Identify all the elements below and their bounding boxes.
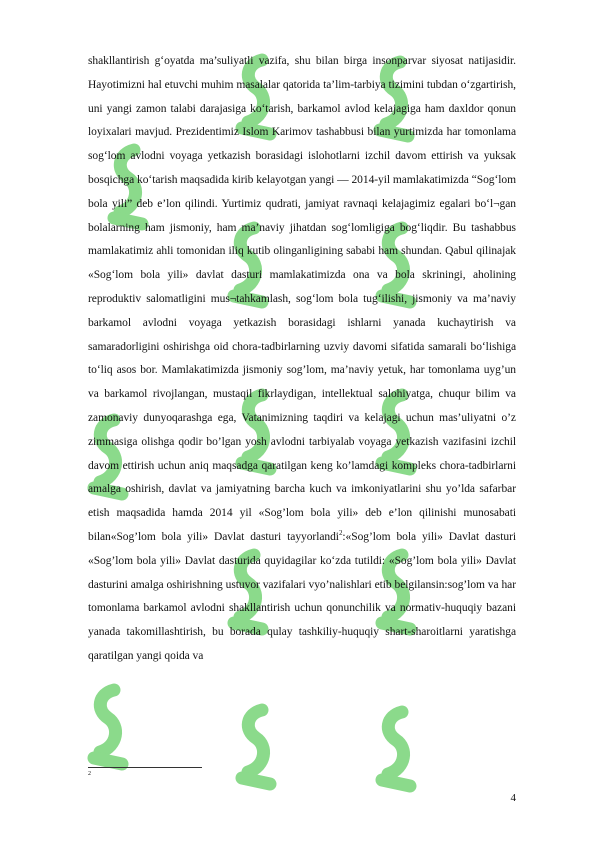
document-body [88,50,516,669]
body-paragraph [88,50,516,669]
paragraph-text-continued: :«Sog’lom bola yili» Davlat dasturi «Sog’lom bola yili» Davlat dasturida quyidagilar ko‘zda tutildi: «Sog’lom bola yili» Davlat dasturini amalga oshirishning ustuvor vazifalari vyo’nalishlari etib belgilansin:sog’lom va har tomonlama barkamol avlodni shakllantirish uchun qonunchilik va normativ-huquqiy bazani yanada takomillashtirish, bu borada qulay tashkiliy-huquqiy shart-sharoitlarni yaratishga qaratilgan yangi qoida va [88,530,516,662]
page-number: 4 [510,792,516,804]
watermark-logo-icon [94,690,122,764]
footnote-reference[interactable]: 2 [338,529,343,538]
footnote-separator [88,767,202,768]
paragraph-text: shakllantirish g‘oyatda ma’suliyatli vazifa, shu bilan birga insonparvar siyosat natijasidir. Hayotimizni hal etuvchi muhim masalalar qatorida ta’lim-tarbiya tizimini tubdan o‘zgartirish, uni yangi zamon talabi darajasiga ko‘tarish, barkamol avlod kelajagiga ham daxldor qonun loyixalari mavjud. Prezidentimiz Islom Karimov tashabbusi bilan yurtimizda har tomonlama sog‘lom avlodni voyaga yetkazish borasidagi islohotlarni izchil davom ettirish va yuksak bosqichga ko‘tarish maqsadida kirib kelayotgan yangi — 2014-yil mamlakatimizda “Sog‘lom bola yili” deb e’lon qilindi. Yurtimiz qudrati, jamiyat ravnaqi kelajagimiz egalari bo‘l¬gan bolalarning ham jismoniy, ham ma’naviy jihatdan sog‘lomligiga bog‘liqdir. Bu tashabbus mamlakatimiz ahli tomonidan iliq kutib olinganligining sababi ham shundan. Qabul qilinajak «Sog‘lom bola yili» davlat dasturi mamlakatimizda ona va bola skriningi, aholining reproduktiv salomatligini mus¬tahkamlash, sog‘lom bola tug‘ilishi, jismoniy va ma’naviy barkamol avlodni voyaga yetkazish borasidagi ishlarni yanada kuchaytirish va samaradorligini oshirishga oid chora-tadbirlarning uzviy davomi sifatida samarali bo‘lishiga to‘liq asos bor. Mamlakatimizda jismoniy sog’lom, ma’naviy yetuk, har tomonlama uyg’un va barkamol rivojlangan, mustaqil fikrlaydigan, intellektual salohiyatga, chuqur bilim va zamonaviy dunyoqarashga ega, Vatanimizning taqdiri va kelajagi uchun mas’uliyatni o’z zimmasiga olishga qodir bo’lgan yosh avlodni tarbiyalab voyaga yetkazish vazifasini izchil davom ettirish uchun aniq maqsadga qaratilgan keng ko’lamdagi kompleks chora-tadbirlarni amalga oshirish, davlat va jamiyatning barcha kuch va imkoniyatlarini shu yo’lda safarbar etish maqsadida hamda 2014 yil «Sog’lom bola yili» deb e’lon qilinishi munosabati bilan«Sog’lom bola yili» Davlat dasturi tayyorlandi [88,55,516,543]
footnote-number: 2 [88,771,91,777]
watermark-logo-icon [242,710,270,784]
watermark-logo-icon [382,712,410,786]
